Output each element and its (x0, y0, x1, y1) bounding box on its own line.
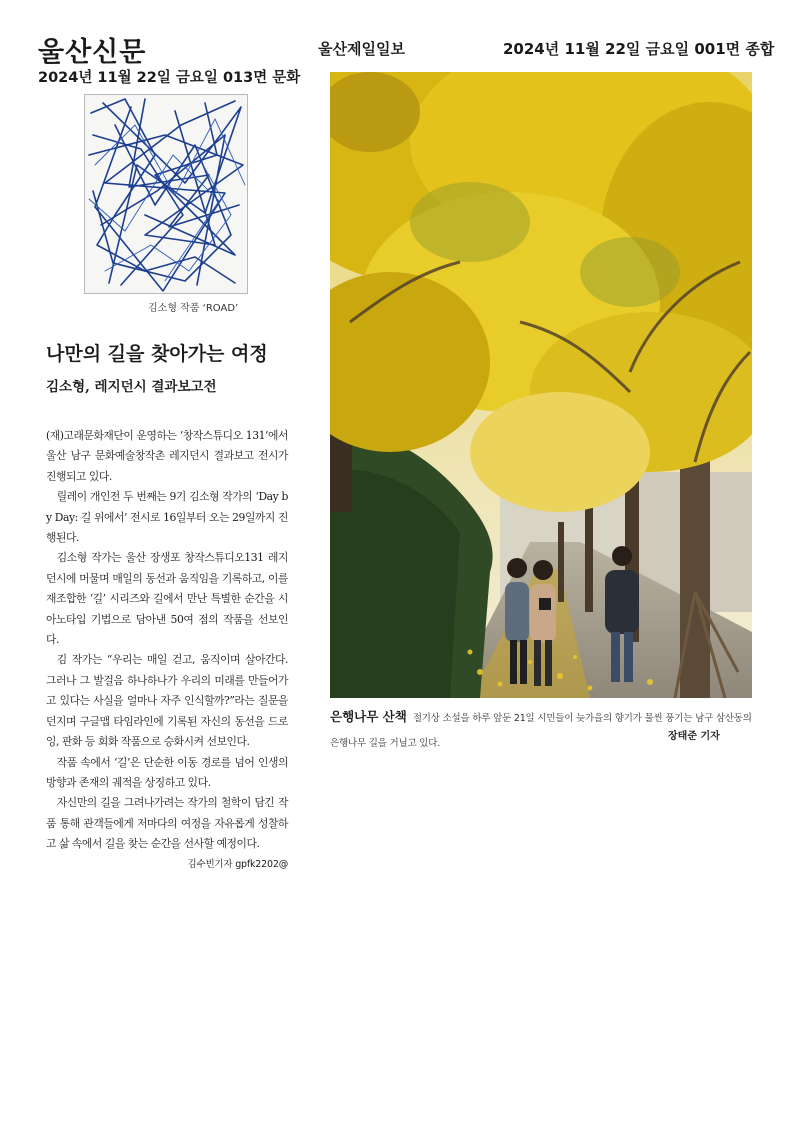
article-paragraph: (재)고래문화재단이 운영하는 ‘창작스튜디오 131’에서 울산 남구 문화예술창작촌 레지던시 결과보고 전시가 진행되고 있다. (46, 429, 288, 483)
road-drawing (85, 95, 248, 294)
date-line-left: 2024년 11월 22일 금요일 013면 문화 (38, 70, 301, 86)
photo-caption-text: 절기상 소설을 하루 앞둔 21일 시민들이 늦가을의 향기가 물씬 풍기는 남구 삼산동의 은행나무 길을 거닐고 있다. (330, 713, 752, 749)
photo-credit: 장태준 기자 (668, 731, 720, 742)
byline: 김수빈기자 gpfk2202@ (187, 858, 288, 870)
date-line-right: 2024년 11월 22일 금요일 001면 종합 (503, 40, 775, 58)
article-paragraph: 작품 속에서 ‘길’은 단순한 이동 경로를 넘어 인생의 방향과 존재의 궤적을 상징하고 있다. (46, 755, 288, 789)
newspaper-name-left: 울산신문 (38, 37, 147, 68)
article-headline: 나만의 길을 찾아가는 여정 (46, 343, 268, 365)
ginkgo-street-photo (330, 72, 752, 698)
artwork-caption: 김소형 작품 ‘ROAD’ (148, 303, 239, 314)
newspaper-name-center: 울산제일일보 (318, 40, 405, 58)
article-paragraph-text: 자신만의 길을 그려나가려는 작가의 철학이 담긴 작품 통해 관객들에게 저마다의 여정을 자유롭게 성찰하고 삶 속에서 길을 찾는 순간을 선사할 예정이다. (46, 796, 288, 851)
article-paragraph (46, 793, 288, 870)
ginkgo-photo-illustration (330, 72, 752, 698)
artwork-image (84, 94, 248, 294)
photo-caption-title: 은행나무 산책 (330, 709, 407, 724)
article-paragraph: 김소형 작가는 울산 장생포 창작스튜디오131 레지던시에 머물며 매일의 동선과 움직임을 기록하고, 이를 재조합한 ‘길’ 시리즈와 길에서 만난 특별한 순간을 시아노타입 기법으로 담아낸 50여 점의 작품을 선보인다. (46, 551, 288, 647)
article-paragraph: 릴레이 개인전 두 번째는 9기 김소형 작가의 ‘Day by Day: 길 위에서’ 전시로 16일부터 오는 29일까지 진행된다. (46, 490, 288, 545)
article-paragraph: 김 작가는 “우리는 매일 걷고, 움직이며 살아간다. 그러나 그 발걸음 하나하나가 우리의 미래를 만들어가고 있다는 사실을 얼마나 자주 인식할까?”라는 질문을 던지며 구글맵 타임라인에 기록된 자신의 동선을 드로잉, 판화 등 회화 작품으로 승화시켜 선보인다. (46, 653, 288, 749)
article-body (46, 426, 288, 875)
article-subheadline: 김소형, 레지던시 결과보고전 (46, 379, 217, 395)
